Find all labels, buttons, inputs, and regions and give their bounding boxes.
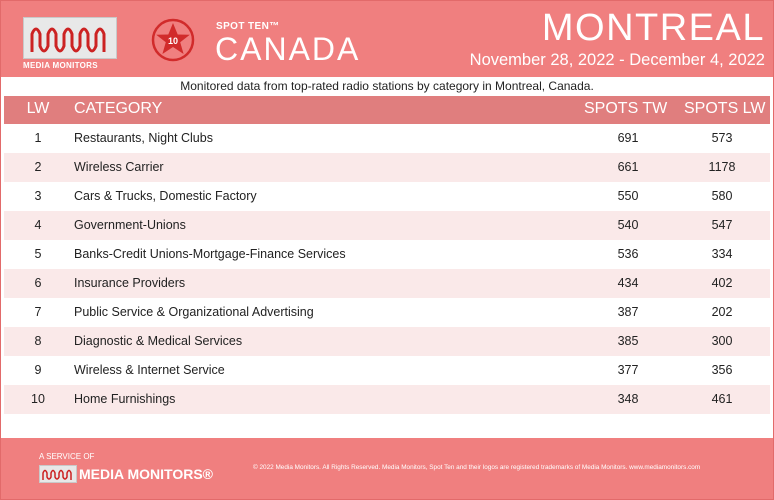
cell-category: Wireless Carrier [74,160,164,174]
cell-lw: 7 [34,305,42,319]
cell-category: Public Service & Organizational Advertising [74,305,314,319]
cell-category: Insurance Providers [74,276,186,290]
cell-category: Home Furnishings [74,392,176,406]
cell-spots-lw: 573 [711,131,733,145]
cell-spots-lw: 356 [711,363,733,377]
cell-spots-lw: 1178 [708,160,736,174]
cell-lw: 6 [34,276,42,290]
copyright-notice: © 2022 Media Monitors. All Rights Reserved. Media Monitors, Spot Ten and their logos are registered trademarks of Media Monitors. www.mediamonitors.com [253,464,701,471]
cell-spots-tw: 387 [617,305,639,319]
cell-spots-tw: 550 [617,189,639,203]
header-spots-lw: SPOTS LW [684,100,766,117]
cell-lw: 10 [31,392,45,406]
cell-lw: 3 [34,189,42,203]
service-of-label: A SERVICE OF [39,452,95,461]
logo-wave-icon [23,17,117,59]
table-row [4,298,770,327]
table-row [4,269,770,298]
cell-category: Wireless & Internet Service [74,363,225,377]
cell-category: Cars & Trucks, Domestic Factory [74,189,257,203]
cell-spots-tw: 540 [617,218,639,232]
cell-spots-tw: 434 [617,276,639,290]
badge-number: 10 [167,36,179,46]
cell-spots-lw: 580 [711,189,733,203]
cell-category: Banks-Credit Unions-Mortgage-Finance Services [74,247,346,261]
header-spots-tw: SPOTS TW [584,100,668,117]
header-lw: LW [26,100,50,117]
logo-name: MEDIA MONITORS [23,61,98,70]
table-header [4,96,770,124]
media-monitors-logo [23,17,119,70]
cell-lw: 2 [34,160,42,174]
cell-lw: 9 [34,363,42,377]
cell-spots-tw: 691 [617,131,639,145]
cell-spots-lw: 334 [711,247,733,261]
cell-lw: 4 [34,218,42,232]
cell-lw: 1 [34,131,42,145]
cell-spots-tw: 536 [617,247,639,261]
table-row [4,124,770,153]
spot-ten-label: SPOT TEN™ [216,21,280,32]
date-range: November 28, 2022 - December 4, 2022 [469,51,765,69]
footer-brand-logo [39,465,213,483]
table-body [4,124,770,414]
cell-spots-tw: 661 [617,160,639,174]
table-row [4,211,770,240]
city-title: MONTREAL [541,7,765,49]
cell-spots-lw: 300 [711,334,733,348]
footer-logo-wave-icon [39,465,77,483]
table-row [4,356,770,385]
footer-brand-name: MEDIA MONITORS® [79,466,213,482]
table-row [4,240,770,269]
country-title: CANADA [215,31,361,67]
header-banner [1,1,773,77]
table-row [4,182,770,211]
subtitle: Monitored data from top-rated radio stations by category in Montreal, Canada. [1,77,773,96]
cell-spots-lw: 402 [711,276,733,290]
footer-banner [1,438,773,499]
cell-spots-tw: 385 [617,334,639,348]
spot-ten-star-icon [151,18,195,62]
cell-spots-tw: 348 [617,392,639,406]
table-row [4,327,770,356]
header-category: CATEGORY [74,100,163,117]
cell-lw: 8 [34,334,42,348]
table-row [4,385,770,414]
cell-category: Diagnostic & Medical Services [74,334,243,348]
table-row [4,153,770,182]
cell-spots-tw: 377 [617,363,639,377]
cell-spots-lw: 202 [711,305,733,319]
cell-category: Government-Unions [74,218,186,232]
cell-spots-lw: 547 [711,218,733,232]
cell-lw: 5 [34,247,42,261]
cell-spots-lw: 461 [711,392,733,406]
cell-category: Restaurants, Night Clubs [74,131,213,145]
